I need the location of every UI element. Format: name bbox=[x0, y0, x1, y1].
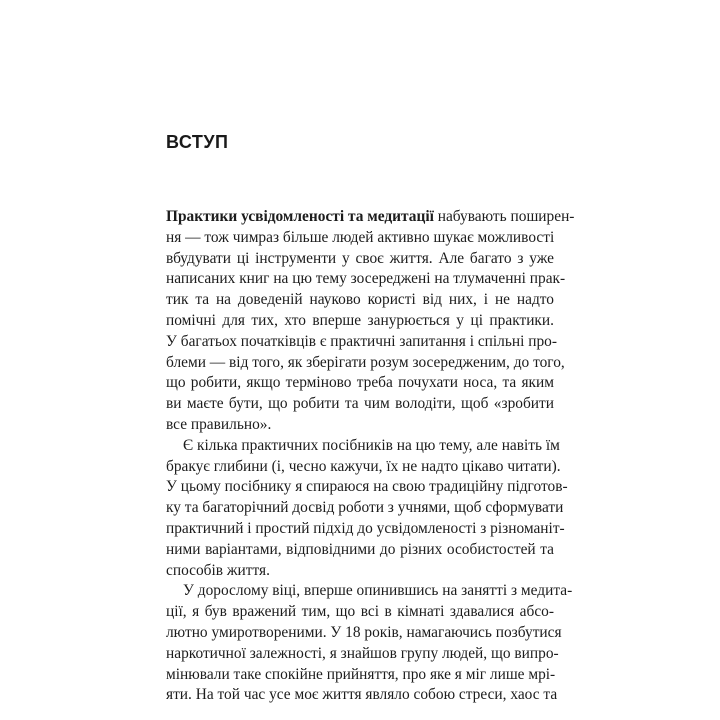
text-line: помічні для тих, хто вперше занурюється у ці практики. bbox=[166, 311, 554, 329]
text-line: яти. На той час усе моє життя являло собою стреси, хаос та bbox=[166, 686, 558, 704]
text-line: У багатьох початківців є практичні запитання і спільні про- bbox=[166, 332, 557, 350]
text-line: ви маєте бути, що робити та чим володіти, щоб «зробити bbox=[166, 395, 554, 413]
text-line: ня — тож чимраз більше людей активно шукає можливості bbox=[166, 228, 555, 246]
text-line: У дорослому віці, вперше опинившись на занятті з медита- bbox=[183, 582, 573, 600]
body-text bbox=[166, 207, 575, 706]
text-line: бракує глибини (і, чесно кажучи, їх не надто цікаво читати). bbox=[166, 457, 561, 475]
text-line: блеми — від того, як зберігати розум зосередженим, до того, bbox=[166, 353, 565, 371]
text-line: тик та на доведеній науково користі від них, і не надто bbox=[166, 291, 554, 309]
text-line: Є кілька практичних посібників на цю тему, але навіть їм bbox=[183, 436, 560, 454]
text-line: способів життя. bbox=[166, 561, 270, 579]
text-line: лютно умиротвореними. У 18 років, намагаючись позбутися bbox=[166, 623, 562, 641]
text-line: практичний і простий підхід до усвідомленості з різноманіт- bbox=[166, 519, 565, 537]
text-line bbox=[166, 207, 575, 228]
text-line: ції, я був вражений тим, що всі в кімнаті здавалися абсо- bbox=[166, 603, 554, 621]
text-line: У цьому посібнику я спираюся на свою традиційну підготов- bbox=[166, 478, 568, 496]
text-line: мінювали таке спокійне прийняття, про яке я міг лише мрі- bbox=[166, 665, 556, 683]
chapter-heading: ВСТУП bbox=[166, 132, 229, 152]
lead-bold-phrase: Практики усвідомленості та медитації bbox=[166, 208, 434, 225]
text-line: ку та багаторічний досвід роботи з учнями, щоб сформувати bbox=[166, 499, 564, 517]
text-line: що робити, якщо терміново треба почухати носа, та яким bbox=[166, 374, 554, 392]
text-line: все правильно». bbox=[166, 415, 272, 433]
text-line: написаних книг на цю тему зосереджені на тлумаченні прак- bbox=[166, 270, 566, 288]
text-line: наркотичної залежності, я знайшов групу людей, що випро- bbox=[166, 644, 559, 662]
text-line: вбудувати ці інструменти у своє життя. Але багато з уже bbox=[166, 249, 554, 267]
text-line-rest: набувають поширен- bbox=[433, 208, 575, 225]
text-line: ними варіантами, відповідними до різних особистостей та bbox=[166, 540, 554, 558]
